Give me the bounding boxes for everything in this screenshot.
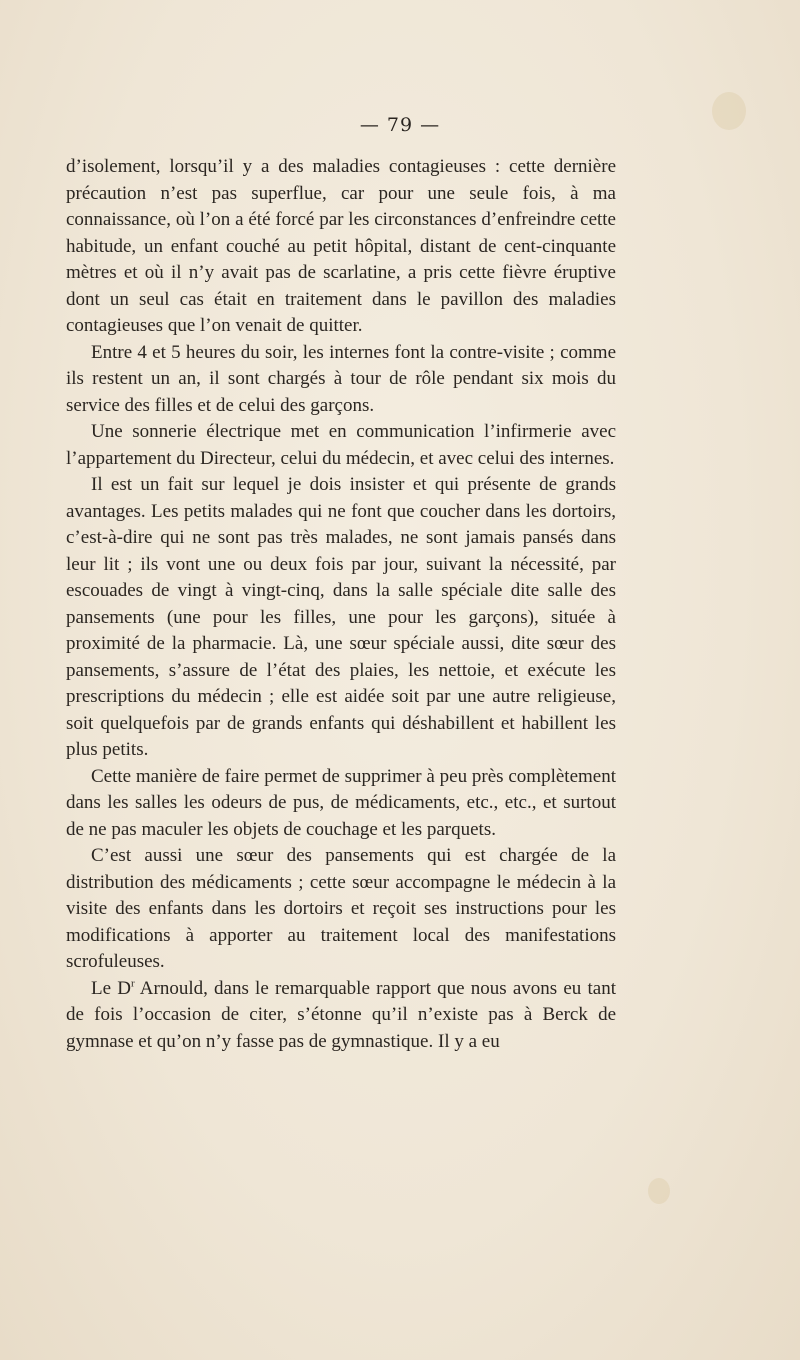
- body-text: [66, 154, 616, 1055]
- superscript: r: [130, 977, 135, 990]
- paragraph-rest: Arnould, dans le remarquable rapport que nous avons eu tant de fois l’occasion de citer, s’étonne qu’il n’existe pas à Berck de gymnase et qu’on n’y fasse pas de gymnastique. Il y a eu: [66, 977, 616, 1052]
- paper-stain: [648, 1178, 670, 1204]
- page-number: — 79 —: [359, 114, 441, 136]
- paragraph: [66, 976, 616, 1056]
- paragraph: Entre 4 et 5 heures du soir, les internes font la contre-visite ; comme ils restent un an, il sont chargés à tour de rôle pendant six mois du service des filles et de celui des garçons.: [66, 341, 616, 416]
- paragraph: Cette manière de faire permet de supprimer à peu près complètement dans les salles les odeurs de pus, de médicaments, etc., etc., et surtout de ne pas maculer les objets de couchage et les parquets.: [66, 765, 616, 840]
- paragraph: Il est un fait sur lequel je dois insister et qui présente de grands avantages. Les petits malades qui ne font que coucher dans les dortoirs, c’est-à-dire qui ne sont pas très malades, ne sont jamais pansés dans leur lit ; ils vont une ou deux fois par jour, suivant la nécessité, par escouades de vingt à vingt-cinq, dans la salle spéciale dite salle des pansements (une pour les filles, une pour les garçons), située à proximité de la pharmacie. Là, une sœur spéciale aussi, dite sœur des pansements, s’assure de l’état des plaies, les nettoie, et exécute les prescriptions du médecin ; elle est aidée soit par une autre religieuse, soit quelquefois par de grands enfants qui déshabillent et habillent les plus petits.: [66, 474, 616, 760]
- paragraph: C’est aussi une sœur des pansements qui est chargée de la distribution des médicaments ; cette sœur accompagne le médecin à la visite des enfants dans les dortoirs et reçoit ses instructions pour les modifications à apporter au traitement local des manifestations scrofuleuses.: [66, 845, 616, 972]
- paragraph-start: Le D: [91, 977, 131, 999]
- paragraph: d’isolement, lorsqu’il y a des maladies contagieuses : cette dernière précaution n’est pas superflue, car pour une seule fois, à ma connaissance, où l’on a été forcé par les circonstances d’enfreindre cette habitude, un enfant couché au petit hôpital, distant de cent-cinquante mètres et où il n’y avait pas de scarlatine, a pris cette fièvre éruptive dont un seul cas était en traitement dans le pavillon des maladies contagieuses que l’on venait de quitter.: [66, 156, 616, 336]
- paragraph: Une sonnerie électrique met en communication l’infirmerie avec l’appartement du Directeur, celui du médecin, et avec celui des internes.: [66, 421, 616, 469]
